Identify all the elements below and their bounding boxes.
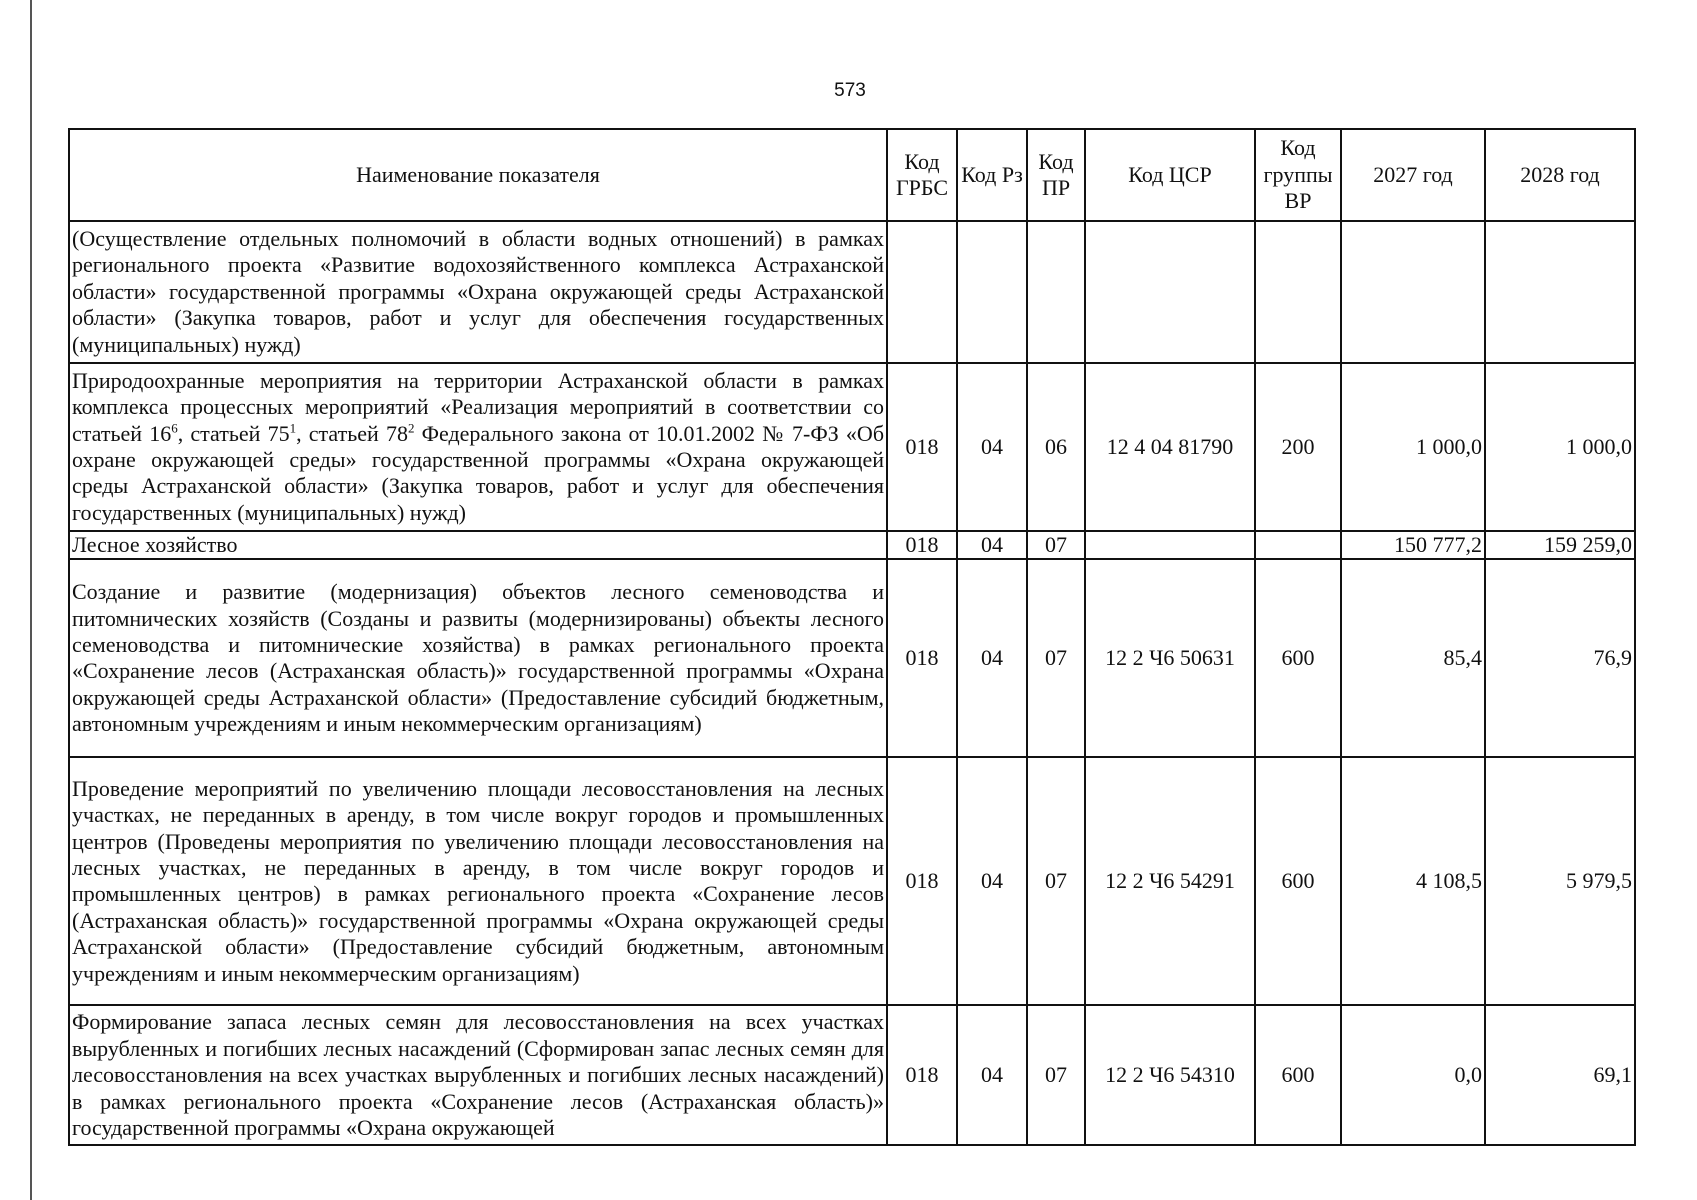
row-2027: 4 108,5 (1341, 757, 1485, 1005)
budget-table (68, 128, 1636, 1146)
row-2028 (1485, 221, 1635, 363)
row-name: Создание и развитие (модернизация) объектов лесного семеноводства и питомнических хозяйств (Созданы и развиты (модернизированы) объекты лесного семеноводства и питомнические хозяйства) в рамках регионального проекта «Сохранение лесов (Астраханская область)» государственной программы «Охрана окружающей среды Астраханской области» (Предоставление субсидий бюджетным, автономным учреждениям и иным некоммерческим организациям) (69, 559, 887, 757)
row-csr (1085, 221, 1255, 363)
table-header-row (69, 129, 1635, 221)
row-pr (1027, 221, 1085, 363)
row-csr (1085, 531, 1255, 559)
row-vr: 600 (1255, 1005, 1341, 1145)
header-csr: Код ЦСР (1085, 129, 1255, 221)
row-csr: 12 2 Ч6 50631 (1085, 559, 1255, 757)
row-vr: 200 (1255, 363, 1341, 531)
row-name: Природоохранные мероприятия на территории Астраханской области в рамках комплекса процессных мероприятий «Реализация мероприятий в соответствии со статьей $16^6$, статьей $75^1$, статьей $78^2$ Федерального закона от 10.01.2002 № 7-ФЗ «Об охране окружающей среды» государственной программы «Охрана окружающей среды Астраханской области» (Закупка товаров, работ и услуг для обеспечения государственных (муниципальных) нужд) (69, 363, 887, 531)
row-grbs (887, 221, 957, 363)
row-2028: 69,1 (1485, 1005, 1635, 1145)
row-rz: 04 (957, 531, 1027, 559)
page-number: 573 (834, 80, 866, 101)
row-name: Проведение мероприятий по увеличению площади лесовосстановления на лесных участках, не переданных в аренду, в том числе вокруг городов и промышленных центров (Проведены мероприятия по увеличению площади лесовосстановления на лесных участках, не переданных в аренду, в том числе вокруг городов и промышленных центров) в рамках регионального проекта «Сохранение лесов (Астраханская область)» государственной программы «Охрана окружающей среды Астраханской области» (Предоставление субсидий бюджетным, автономным учреждениям и иным некоммерческим организациям) (69, 757, 887, 1005)
table-row (69, 757, 1635, 1005)
row-grbs: 018 (887, 559, 957, 757)
row-name: Лесное хозяйство (69, 531, 887, 559)
row-csr: 12 2 Ч6 54291 (1085, 757, 1255, 1005)
row-grbs: 018 (887, 757, 957, 1005)
row-pr: 07 (1027, 559, 1085, 757)
row-name: (Осуществление отдельных полномочий в области водных отношений) в рамках регионального проекта «Развитие водохозяйственного комплекса Астраханской области» государственной программы «Охрана окружающей среды Астраханской области» (Закупка товаров, работ и услуг для обеспечения государственных (муниципальных) нужд) (69, 221, 887, 363)
header-rz: Код Рз (957, 129, 1027, 221)
row-vr: 600 (1255, 559, 1341, 757)
row-grbs: 018 (887, 1005, 957, 1145)
row-vr (1255, 531, 1341, 559)
row-rz: 04 (957, 757, 1027, 1005)
table-row (69, 1005, 1635, 1145)
row-name: Формирование запаса лесных семян для лесовосстановления на всех участках вырубленных и погибших лесных насаждений (Сформирован запас лесных семян для лесовосстановления на всех участках вырубленных и погибших лесных насаждений) в рамках регионального проекта «Сохранение лесов (Астраханская область)» государственной программы «Охрана окружающей (69, 1005, 887, 1145)
row-grbs: 018 (887, 531, 957, 559)
row-rz: 04 (957, 559, 1027, 757)
table-row (69, 531, 1635, 559)
row-rz: 04 (957, 363, 1027, 531)
row-pr: 07 (1027, 757, 1085, 1005)
header-name: Наименование показателя (69, 129, 887, 221)
row-rz (957, 221, 1027, 363)
table-row (69, 559, 1635, 757)
row-2027: 150 777,2 (1341, 531, 1485, 559)
row-grbs: 018 (887, 363, 957, 531)
row-vr (1255, 221, 1341, 363)
row-2028: 76,9 (1485, 559, 1635, 757)
row-pr: 06 (1027, 363, 1085, 531)
header-2027: 2027 год (1341, 129, 1485, 221)
table-row (69, 221, 1635, 363)
row-2028: 159 259,0 (1485, 531, 1635, 559)
header-grbs: Код ГРБС (887, 129, 957, 221)
row-pr: 07 (1027, 1005, 1085, 1145)
row-2027: 0,0 (1341, 1005, 1485, 1145)
row-pr: 07 (1027, 531, 1085, 559)
row-2027 (1341, 221, 1485, 363)
header-pr: Код ПР (1027, 129, 1085, 221)
row-csr: 12 2 Ч6 54310 (1085, 1005, 1255, 1145)
header-2028: 2028 год (1485, 129, 1635, 221)
row-2028: 1 000,0 (1485, 363, 1635, 531)
row-csr: 12 4 04 81790 (1085, 363, 1255, 531)
page-margin-line (30, 0, 32, 1200)
row-2027: 85,4 (1341, 559, 1485, 757)
row-2027: 1 000,0 (1341, 363, 1485, 531)
row-rz: 04 (957, 1005, 1027, 1145)
row-vr: 600 (1255, 757, 1341, 1005)
header-vr: Код группы ВР (1255, 129, 1341, 221)
table-row (69, 363, 1635, 531)
row-2028: 5 979,5 (1485, 757, 1635, 1005)
